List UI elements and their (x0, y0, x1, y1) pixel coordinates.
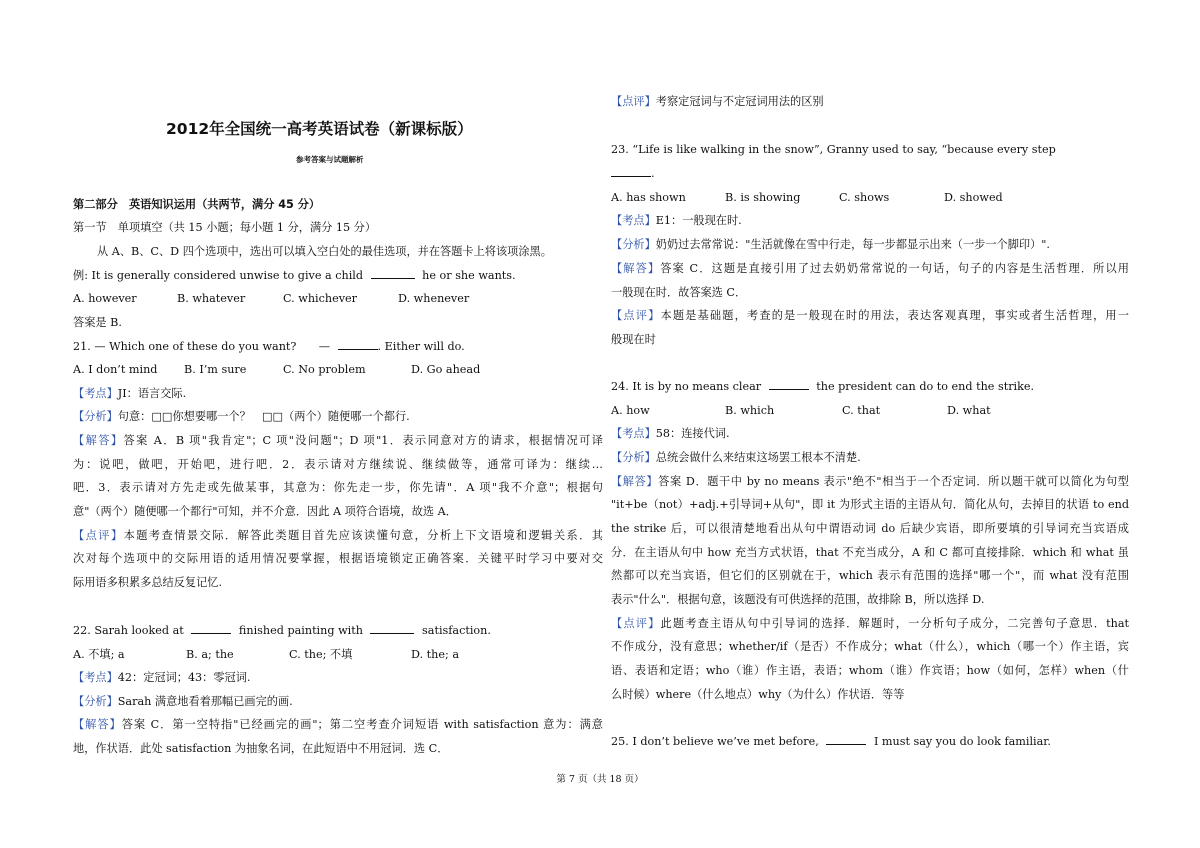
option-d: D. the; a (411, 648, 459, 661)
dianping-tag: 【点评】 (611, 617, 661, 630)
q24-jieda-line-1 (611, 470, 1129, 493)
q21-dianping-line-1 (73, 524, 603, 547)
option-b: B. which (725, 404, 775, 417)
q24-jieda-line-4: 分．在主语从句中 how 充当方式状语，that 不充当成分，A 和 C 都可直接排除．which 和 what 虽 (611, 546, 1129, 559)
q23-stem-b-line (611, 162, 655, 185)
q24-stem (611, 375, 1034, 398)
answer-blank (338, 336, 378, 350)
q23-dianping-line-1 (611, 304, 1129, 327)
q22-stem (73, 619, 491, 642)
q24-dianping-line-4: 么时候）where（什么地点）why（为什么）作状语．等等 (611, 688, 905, 701)
kaodian-tag: 【考点】 (73, 387, 118, 400)
q21-jieda-line-1 (73, 429, 603, 452)
q25-stem-a: 25. I don’t believe we’ve met before, (611, 735, 819, 748)
example-stem-a: 例: It is generally considered unwise to give a child (73, 269, 364, 282)
option-c: C. whichever (283, 292, 358, 305)
q23-stem-a: 23. “Life is like walking in the snow”, Granny used to say, “because every step (611, 143, 1056, 156)
q24-kaodian (611, 422, 730, 445)
dianping-text: 本题考查情景交际．解答此类题目首先应该读懂句意，分析上下文语境和逻辑关系．其 (123, 529, 603, 542)
q21-kaodian (73, 382, 186, 405)
dianping-text: 本题是基础题，考查的是一般现在时的用法，表达客观真理，事实或者生活哲理，用一 (660, 309, 1129, 322)
option-c: C. shows (839, 191, 890, 204)
kaodian-tag: 【考点】 (611, 427, 656, 440)
example-options (73, 287, 603, 310)
q22-jieda-line-2: 地，作状语．此处 satisfaction 为抽象名词，在此短语中不用冠词．选 C． (73, 742, 449, 755)
q23-jieda-line-1 (611, 257, 1129, 280)
q22-jieda-line-1 (73, 713, 603, 736)
kaodian-text: 42：定冠词；43：零冠词. (117, 671, 251, 684)
q24-stem-a: 24. It is by no means clear (611, 380, 762, 393)
page-subtitle: 参考答案与试题解析 (296, 155, 364, 164)
dianping-tag: 【点评】 (611, 309, 661, 322)
answer-blank (826, 731, 866, 745)
q21-dianping-line-2: 次对每个选项中的交际用语的适用情况要掌握，根据语境锁定正确答案．关键平时学习中要对交 (73, 552, 603, 565)
part-heading: 第二部分 英语知识运用（共两节，满分 45 分） (73, 198, 321, 211)
dianping-tag: 【点评】 (73, 529, 124, 542)
jieda-text: 答案 C．第一空特指"已经画完的画"；第二空考查介词短语 with satisfaction 意为：满意 (121, 718, 603, 731)
answer-blank (370, 620, 414, 634)
q21-stem-a: 21. — Which one of these do you want? — (73, 340, 330, 353)
jieda-text: 答案 D．题干中 by no means 表示"绝不"相当于一个否定词．所以题干就可以简化为句型 (658, 475, 1129, 488)
q25-stem-b: I must say you do look familiar. (873, 735, 1051, 748)
q24-dianping-line-2: 不作成分，没有意思；whether/if（是否）不作成分；what（什么），which（哪一个）作主语，宾 (611, 640, 1129, 653)
q21-jieda-line-3: 吧．3．表示请对方先走或先做某事，其意为：你先走一步，你先请"．A 项"我不介意"；根据句 (73, 481, 603, 494)
q24-jieda-line-5: 然都可以充当宾语，但它们的区别就在于，which 表示有范围的选择"哪一个"，而 what 没有范围 (611, 569, 1129, 582)
answer-blank (191, 620, 231, 634)
q24-options (611, 399, 1129, 422)
example-answer: 答案是 B. (73, 316, 122, 329)
q24-fenxi (611, 446, 861, 469)
q24-dianping-line-3: 语、表语和定语；who（谁）作主语，表语；whom（谁）作宾语；how（如何，怎样）when（什 (611, 664, 1129, 677)
jieda-tag: 【解答】 (73, 434, 124, 447)
q21-stem (73, 335, 465, 358)
q21-dianping-line-3: 际用语多积累多总结反复记忆. (73, 576, 222, 589)
option-d: D. Go ahead (411, 363, 481, 376)
q22-stem-a: 22. Sarah looked at (73, 624, 184, 637)
fenxi-text: 总统会做什么来结束这场罢工根本不清楚. (655, 451, 861, 464)
jieda-tag: 【解答】 (611, 262, 661, 275)
fenxi-tag: 【分析】 (611, 451, 656, 464)
option-b: B. is showing (725, 191, 801, 204)
q21-stem-b: . Either will do. (377, 340, 465, 353)
q22-stem-c: satisfaction. (422, 624, 491, 637)
option-d: D. showed (944, 191, 1003, 204)
option-a: A. has shown (611, 191, 686, 204)
q21-jieda-line-2: 为：说吧，做吧，开始吧，进行吧．2．表示请对方继续说、继续做等，通常可译为：继续… (73, 458, 603, 471)
option-b: B. whatever (177, 292, 246, 305)
q23-kaodian (611, 209, 742, 232)
option-c: C. the; 不填 (289, 648, 353, 661)
q21-options (73, 358, 603, 381)
option-a: A. 不填; a (73, 648, 125, 661)
option-a: A. how (611, 404, 650, 417)
kaodian-tag: 【考点】 (611, 214, 656, 227)
jieda-text: 答案 A．B 项"我肯定"；C 项"没问题"；D 项"1．表示同意对方的请求，根据情况可译 (123, 434, 603, 447)
option-b: B. a; the (186, 648, 234, 661)
jieda-tag: 【解答】 (611, 475, 659, 488)
section-heading: 第一节 单项填空（共 15 小题；每小题 1 分，满分 15 分） (73, 221, 377, 234)
jieda-tag: 【解答】 (73, 718, 122, 731)
option-d: D. what (947, 404, 991, 417)
dianping-text: 此题考查主语从句中引导词的选择．解题时，一分析句子成分，二完善句子意思．that (660, 617, 1129, 630)
fenxi-tag: 【分析】 (73, 695, 118, 708)
fenxi-tag: 【分析】 (73, 410, 118, 423)
dianping-tag: 【点评】 (611, 95, 656, 108)
page-footer: 第 7 页（共 18 页） (556, 774, 644, 785)
q23-options (611, 186, 1129, 209)
option-c: C. that (842, 404, 881, 417)
answer-blank (769, 376, 809, 390)
fenxi-text: 句意：□□你想要哪一个？ □□（两个）随便哪一个都行. (117, 410, 410, 423)
fenxi-text: Sarah 满意地看着那幅已画完的画. (117, 695, 293, 708)
q22-options (73, 643, 603, 666)
q24-jieda-line-6: 表示"什么"．根据句意，该题没有可供选择的范围，故排除 B，所以选择 D. (611, 593, 985, 606)
kaodian-tag: 【考点】 (73, 671, 118, 684)
kaodian-text: 58：连接代词. (655, 427, 730, 440)
dianping-text: 考察定冠词与不定冠词用法的区别 (655, 95, 824, 108)
q23-fenxi (611, 233, 1050, 256)
q23-jieda-line-2: 一般现在时．故答案选 C． (611, 286, 747, 299)
fenxi-tag: 【分析】 (611, 238, 656, 251)
kaodian-text: JI：语言交际. (117, 387, 187, 400)
q22-fenxi (73, 690, 293, 713)
q22-dianping (611, 90, 824, 113)
q21-jieda-line-4: 意"（两个）随便哪一个都行"可知，并不介意．因此 A 项符合语境，故选 A． (73, 505, 457, 518)
option-c: C. No problem (283, 363, 366, 376)
option-d: D. whenever (398, 292, 470, 305)
example-stem-b: he or she wants. (422, 269, 516, 282)
q25-stem (611, 730, 1051, 753)
page-title: 2012年全国统一高考英语试卷（新课标版） (166, 120, 473, 138)
option-a: A. however (73, 292, 137, 305)
answer-blank (611, 163, 651, 177)
instruction-text: 从 A、B、C、D 四个选项中，选出可以填入空白处的最佳选项，并在答题卡上将该项涂黑。 (97, 245, 552, 258)
kaodian-text: E1：一般现在时. (655, 214, 742, 227)
fenxi-text: 奶奶过去常常说："生活就像在雪中行走，每一步都显示出来（一步一个脚印）". (655, 238, 1050, 251)
q24-jieda-line-3: the strike 后，可以很清楚地看出从句中谓语动词 do 后缺少宾语，即所要填的引导词充当宾语成 (611, 522, 1129, 535)
q23-dianping-line-2: 般现在时 (611, 333, 656, 346)
answer-blank (371, 265, 415, 279)
jieda-text: 答案 C．这题是直接引用了过去奶奶常常说的一句话，句子的内容是生活哲理．所以用 (660, 262, 1129, 275)
q24-jieda-line-2: "it+be（not）+adj.+引导词+从句"，即 it 为形式主语的主语从句．简化从句，去掉目的状语 to end (611, 498, 1129, 511)
example-stem (73, 264, 516, 287)
q22-kaodian (73, 666, 250, 689)
q24-dianping-line-1 (611, 612, 1129, 635)
q23-stem-b: . (651, 167, 655, 180)
q21-fenxi (73, 405, 410, 428)
q22-stem-b: finished painting with (238, 624, 363, 637)
option-a: A. I don’t mind (73, 363, 158, 376)
option-b: B. I’m sure (184, 363, 247, 376)
q24-stem-b: the president can do to end the strike. (816, 380, 1035, 393)
